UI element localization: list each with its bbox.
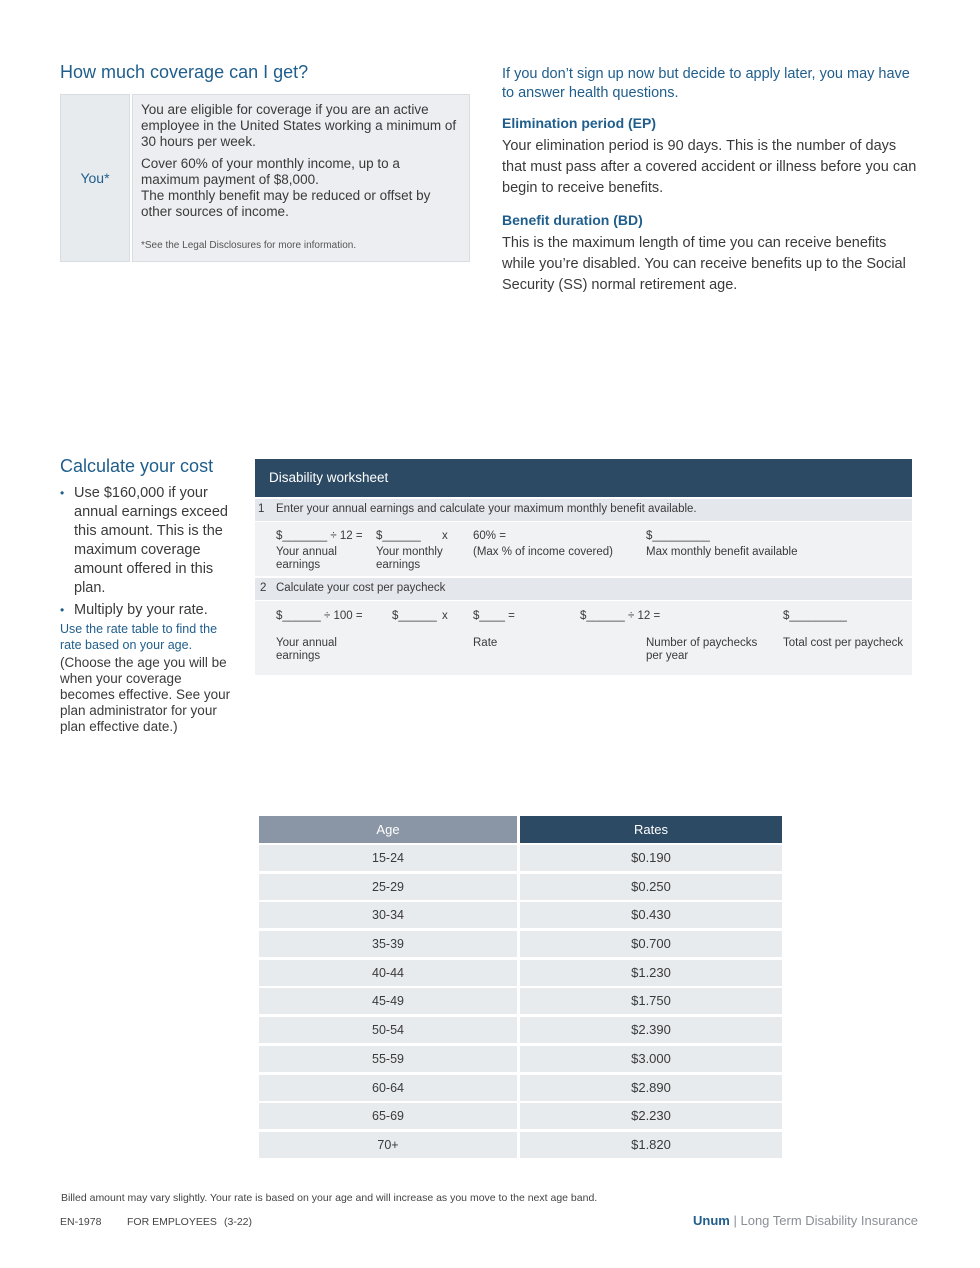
product-name: Long Term Disability Insurance [740,1213,918,1228]
age-cell: 65-69 [259,1103,517,1129]
step-2-result-blank[interactable]: $_________ [783,610,847,622]
step-2-division[interactable]: $______ ÷ 12 = [580,610,661,622]
rates-col-rate: Rates [520,816,782,843]
step-2-number: 2 [260,582,267,594]
coverage-eligibility: You are eligible for coverage if you are an active employee in the United States working a minimum of 30 hours per week. [141,102,457,149]
worksheet-step-2-body [255,601,912,675]
elimination-period-text: Your elimination period is 90 days. This is the number of days that must pass after a covered accident or illness before you can begin to receive benefits. [502,138,917,196]
calc-instructions [60,484,240,735]
step-2-label-rate: Rate [473,637,498,649]
rate-cell: $0.430 [520,902,782,928]
step-2-label-annual: Your annual earnings [276,637,337,662]
disability-worksheet [255,459,912,675]
elimination-period-title: Elimination period (EP) [502,115,657,131]
coverage-you-label: You* [60,94,130,262]
step-1-text: Enter your annual earnings and calculate your maximum monthly benefit available. [276,503,697,515]
audience-label: FOR EMPLOYEES [127,1216,217,1228]
coverage-legal-note: *See the Legal Disclosures for more information. [141,240,357,251]
step-1-label-annual: Your annual earnings [276,546,337,571]
step-2-text: Calculate your cost per paycheck [276,582,446,594]
step-2-multiply: x [442,610,448,622]
table-row [259,1073,782,1102]
step-1-label-benefit: Max monthly benefit available [646,546,798,558]
rate-cell: $0.700 [520,931,782,957]
step-1-multiply: x [442,530,448,542]
form-date: (3-22) [224,1216,253,1228]
age-cell: 70+ [259,1132,517,1158]
table-row [259,958,782,987]
footer-product-line [693,1213,918,1228]
benefit-duration-text: This is the maximum length of time you can receive benefits while you’re disabled. You can receive benefits up to the Social Security (SS) normal retirement age. [502,235,906,293]
rate-cell: $1.820 [520,1132,782,1158]
calc-bullet-2: • Multiply by your rate. [60,601,240,620]
rate-cell: $1.230 [520,960,782,986]
rate-cell: $2.390 [520,1017,782,1043]
table-row [259,872,782,901]
worksheet-step-1-header [255,499,912,521]
step-2-quotient-blank[interactable]: $______ [392,610,437,622]
step-2-label-total: Total cost per paycheck [783,637,904,649]
age-cell: 35-39 [259,931,517,957]
step-1-monthly-blank[interactable]: $______ [376,530,421,542]
table-row [259,929,782,958]
step-2-annual-blank[interactable]: $______ ÷ 100 = [276,610,363,622]
coverage-box [60,94,470,262]
table-row [259,1044,782,1073]
age-cell: 50-54 [259,1017,517,1043]
rates-col-age: Age [259,816,517,843]
step-1-percent: 60% = [473,530,506,542]
rate-cell: $2.230 [520,1103,782,1129]
calc-title: Calculate your cost [60,456,214,476]
form-code: EN-1978 [60,1216,102,1228]
rates-table-header [259,816,782,843]
step-1-result-blank[interactable]: $_________ [646,530,710,542]
age-cell: 25-29 [259,874,517,900]
step-1-number: 1 [258,503,265,515]
step-2-rate-blank[interactable]: $____ = [473,610,515,622]
worksheet-step-1-body [255,522,912,576]
coverage-offset: The monthly benefit may be reduced or offset by other sources of income. [141,188,431,219]
coverage-details [132,94,470,262]
worksheet-title: Disability worksheet [255,459,912,497]
rate-cell: $0.250 [520,874,782,900]
footer-separator: | [733,1213,737,1228]
calc-rate-hint: Use the rate table to find the rate based on your age. [60,622,218,652]
coverage-title: How much coverage can I get? [60,62,309,82]
apply-later-note: If you don’t sign up now but decide to apply later, you may have to answer health questions. [502,66,910,101]
brand-logo-text: Unum [693,1213,730,1228]
rate-cell: $3.000 [520,1046,782,1072]
table-row [259,900,782,929]
rate-cell: $0.190 [520,845,782,871]
benefit-duration-title: Benefit duration (BD) [502,212,643,228]
table-row [259,1130,782,1159]
rate-cell: $2.890 [520,1075,782,1101]
step-1-label-monthly: Your monthly earnings [376,546,443,571]
table-row [259,1015,782,1044]
age-cell: 55-59 [259,1046,517,1072]
rates-table [259,816,782,1159]
coverage-amount: Cover 60% of your monthly income, up to a maximum payment of $8,000. [141,156,400,187]
age-cell: 45-49 [259,988,517,1014]
step-1-label-max-pct: (Max % of income covered) [473,546,613,558]
age-cell: 15-24 [259,845,517,871]
age-cell: 30-34 [259,902,517,928]
age-cell: 60-64 [259,1075,517,1101]
table-row [259,986,782,1015]
calc-age-note: (Choose the age you will be when your coverage becomes effective. See your plan administrator for your plan effective date.) [60,655,231,734]
calc-bullet-1: • Use $160,000 if your annual earnings exceed this amount. This is the maximum coverage amount offered in this plan. [60,484,240,598]
billed-amount-note: Billed amount may vary slightly. Your rate is based on your age and will increase as you move to the next age band. [61,1192,598,1204]
table-row [259,1101,782,1130]
rate-cell: $1.750 [520,988,782,1014]
step-2-label-paychecks: Number of paychecks per year [646,637,758,662]
age-cell: 40-44 [259,960,517,986]
worksheet-step-2-header [255,578,912,600]
step-1-annual-blank[interactable]: $_______ ÷ 12 = [276,530,363,542]
table-row [259,843,782,872]
